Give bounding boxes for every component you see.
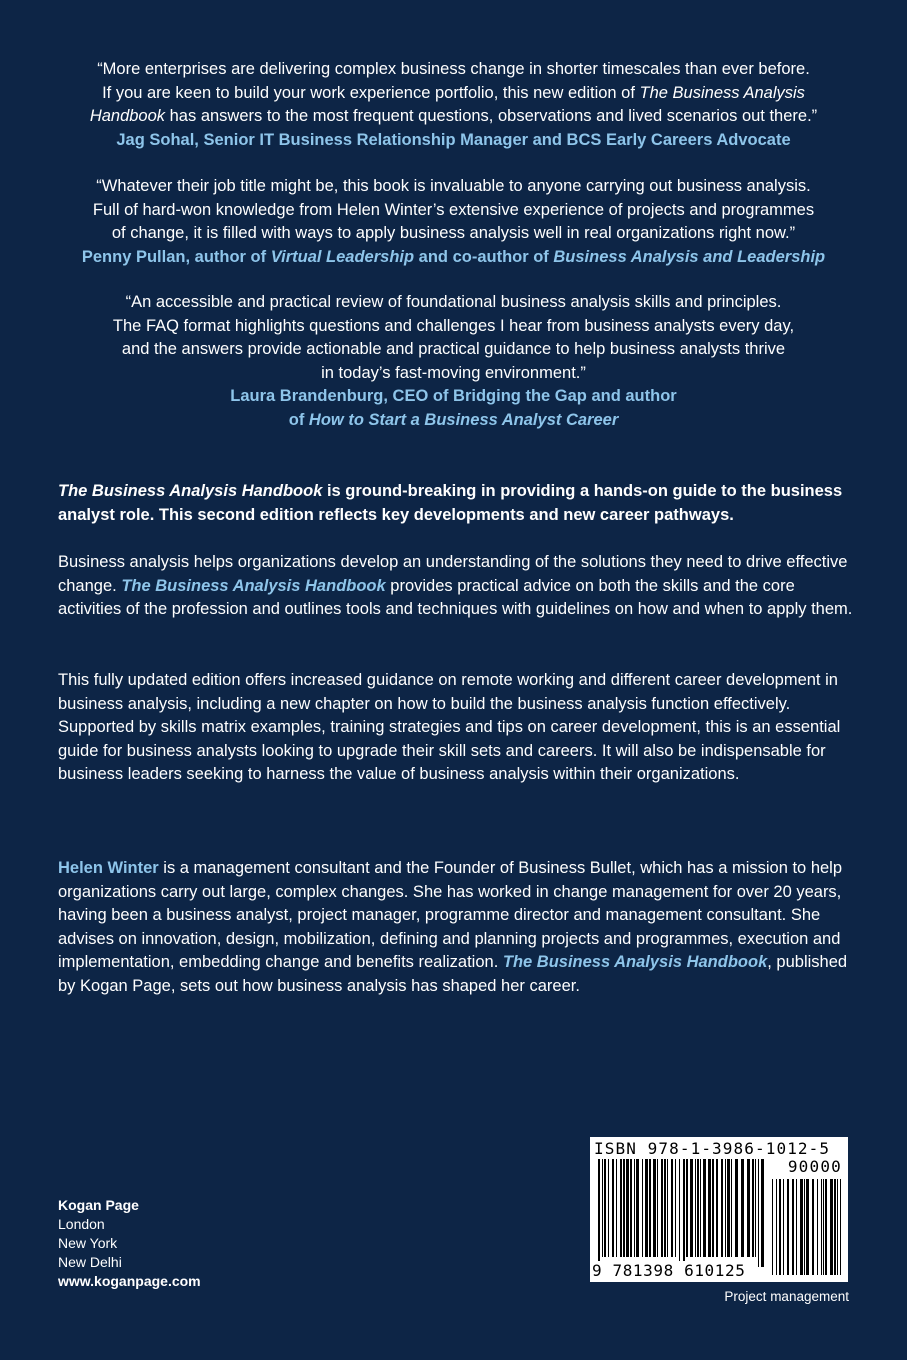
book-title: The Business Analysis Handbook [502, 953, 768, 971]
book-title: The Business Analysis [639, 83, 805, 102]
author-name: Helen Winter [58, 859, 159, 877]
review-quote-1 [40, 58, 867, 152]
quote-text: If you are keen to build your work experience portfolio, this new edition of [102, 83, 640, 102]
book-title: The Business Analysis Handbook [58, 482, 323, 500]
ean-digits: 9 781398 610125 [592, 1261, 746, 1280]
quote-text: “More enterprises are delivering complex business change in shorter timescales than ever before. [97, 60, 810, 78]
publisher-info [58, 1196, 201, 1291]
description-lead: The Business Analysis Handbook is ground-breaking in providing a hands-on guide to the business analyst role. This second edition reflects key developments and new career pathways. [58, 482, 843, 524]
quote-text: “An accessible and practical review of foundational business analysis skills and principles. [125, 293, 782, 311]
publisher-city: New York [58, 1235, 118, 1251]
publisher-name: Kogan Page [58, 1197, 139, 1213]
book-title: How to Start a Business Analyst Career [308, 410, 619, 429]
description-paragraph-2: This fully updated edition offers increased guidance on remote working and different career development in business analysis, including a new chapter on how to build the business analysis function effectively. Supported by skills matrix examples, training strategies and tips on career development, this is an essential guide for business analysts looking to upgrade their skill sets and careers. It will also be indispensable for business leaders seeking to harness the value of business analysis within their organizations. [58, 671, 841, 783]
quote-attribution: Jag Sohal, Senior IT Business Relationship Manager and BCS Early Careers Advocate [116, 130, 791, 149]
publisher-website[interactable]: www.koganpage.com [58, 1273, 201, 1289]
book-title: Business Analysis and Leadership [553, 247, 826, 266]
quote-text: in today’s fast-moving environment.” [321, 363, 586, 382]
publisher-city: New Delhi [58, 1254, 122, 1270]
description-paragraph-1: Business analysis helps organizations develop an understanding of the solutions they need to drive effective change. The Business Analysis Handbook provides practical advice on both the skills and the core activities of the profession and outlines tools and techniques with guidelines on how and when to apply them. [58, 553, 853, 618]
book-title: The Business Analysis Handbook [121, 576, 386, 595]
quote-attribution: of How to Start a Business Analyst Career [288, 410, 619, 429]
review-quote-3 [40, 291, 867, 432]
quote-attribution: Laura Brandenburg, CEO of Bridging the Gap and author [230, 387, 677, 405]
book-title: Handbook [89, 107, 166, 125]
quote-text: has answers to the most frequent questions, observations and lived scenarios out there.” [165, 107, 818, 125]
isbn-text: ISBN 978-1-3986-1012-5 [594, 1139, 831, 1158]
quote-text: The FAQ format highlights questions and challenges I hear from business analysts every day, [112, 316, 795, 335]
quote-attribution: Penny Pullan, author of Virtual Leadership and co-author of Business Analysis and Leadership [81, 247, 826, 266]
book-title: Virtual Leadership [270, 247, 415, 266]
quote-text: of change, it is filled with ways to apply business analysis well in real organizations right now.” [111, 224, 796, 242]
quote-text: and the answers provide actionable and practical guidance to help business analysts thrive [121, 340, 786, 358]
quote-text: “Whatever their job title might be, this book is invaluable to anyone carrying out business analysis. [96, 177, 811, 195]
subject-category: Project management [724, 1289, 849, 1304]
author-bio: Helen Winter is a management consultant and the Founder of Business Bullet, which has a mission to help organizations carry out large, complex changes. She has worked in change management for over 20 years, having been a business analyst, project manager, programme director and management consultant. She advises on innovation, design, mobilization, defining and planning projects and programmes, execution and implementation, embedding change and benefits realization. The Business Analysis Handbook, published by Kogan Page, sets out how business analysis has shaped her career. [58, 859, 848, 995]
publisher-city: London [58, 1216, 105, 1232]
price-code: 90000 [787, 1157, 842, 1176]
isbn-barcode [590, 1137, 848, 1282]
review-quote-2 [40, 175, 867, 269]
quote-text: Full of hard-won knowledge from Helen Winter’s extensive experience of projects and programmes [92, 200, 815, 219]
